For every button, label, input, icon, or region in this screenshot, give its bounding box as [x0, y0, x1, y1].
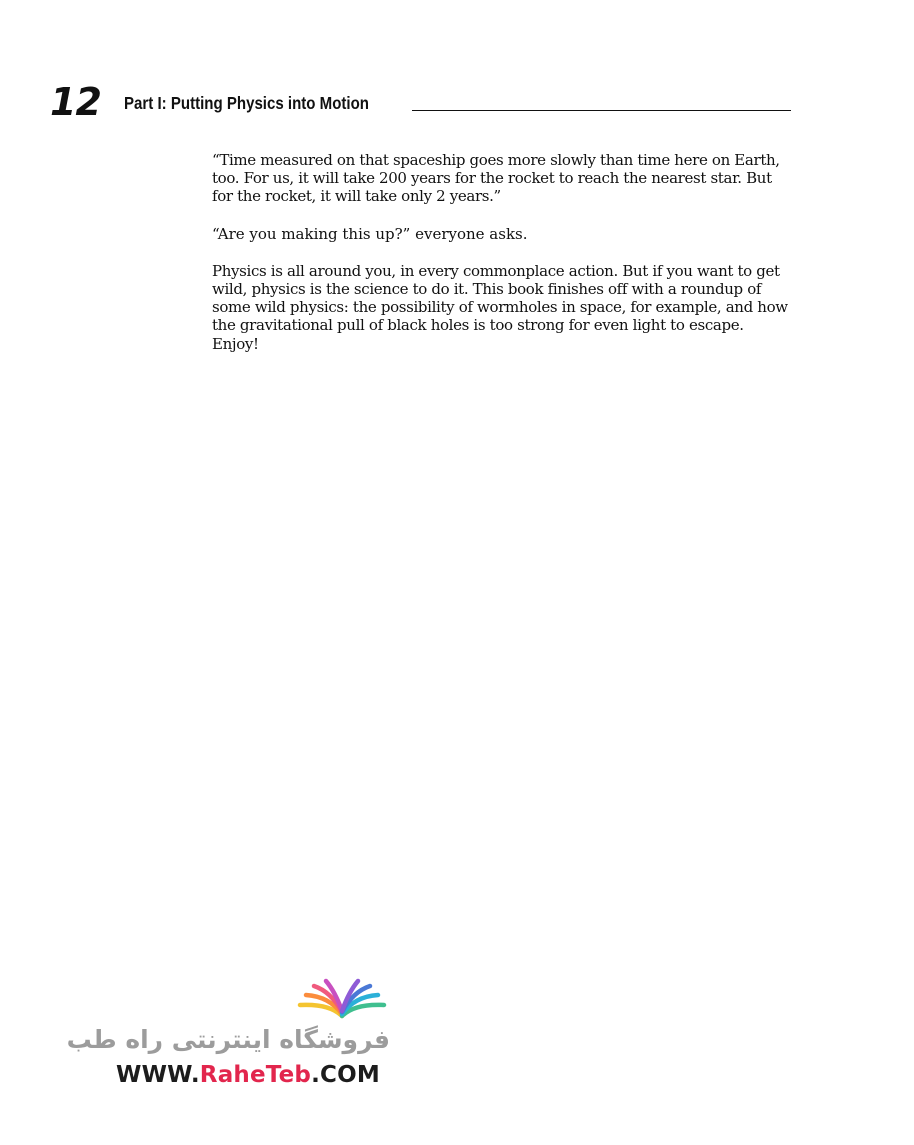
watermark-persian-text: فروشگاه اینترنتی راه طب: [66, 1025, 390, 1054]
url-suffix: .COM: [311, 1062, 380, 1088]
paragraph-quote: “Time measured on that spaceship goes more slowly than time here on Earth, too. For us, it will take 200 years for the rocket to reach the nearest star. But for the rocket, it will take only 2 years.”: [212, 151, 780, 206]
paragraph-physics: Physics is all around you, in every commonplace action. But if you want to get wild, physics is the science to do it. This book finishes off with a roundup of some wild physics: the possibility of wormholes in space, for example, and how the gravitational pull of black holes is too strong for even light to escape. Enjoy!: [212, 261, 788, 353]
body-text: [212, 151, 794, 372]
watermark-url: [116, 1060, 380, 1090]
running-head: Part I: Putting Physics into Motion: [124, 93, 369, 113]
page-number: 12: [50, 80, 101, 124]
url-prefix: WWW.: [116, 1062, 200, 1088]
url-brand: RaheTeb: [199, 1062, 312, 1088]
header-rule: [412, 110, 791, 111]
paragraph-question: “Are you making this up?” everyone asks.: [212, 224, 528, 243]
page-header: [50, 82, 794, 122]
open-book-rainbow-icon: [296, 978, 388, 1020]
